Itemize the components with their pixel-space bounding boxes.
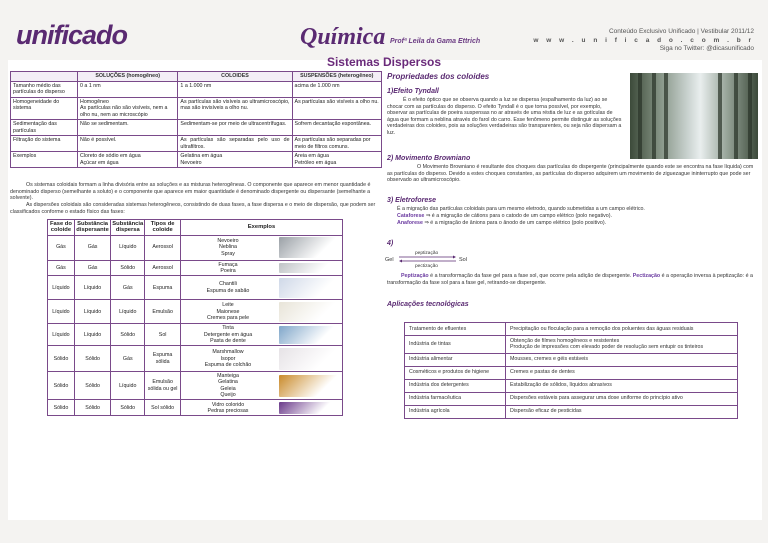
dispersion-cell: Líquido bbox=[74, 324, 110, 346]
comparison-cell: Não se sedimentam. bbox=[78, 120, 178, 136]
dispersion-row bbox=[48, 300, 343, 324]
comparison-cell: As partículas são visíveis ao ultramicroscópio, mas são invisíveis a olho nu. bbox=[178, 97, 292, 120]
application-cell: Cosméticos e produtos de higiene bbox=[405, 366, 506, 379]
example-photo bbox=[279, 348, 341, 370]
example-text: Chantili Espuma de sabão bbox=[206, 281, 250, 294]
subject-title: Química bbox=[300, 24, 386, 50]
peptization-paragraph bbox=[387, 273, 759, 286]
dispersion-cell: Sólido bbox=[48, 346, 75, 372]
dispersion-cell: Sólido bbox=[74, 400, 110, 416]
dispersion-cell: Sólido bbox=[111, 260, 145, 276]
comparison-row bbox=[11, 136, 382, 152]
dispersion-cell: Emulsão sólida ou gel bbox=[145, 372, 181, 400]
dispersion-header: Tipos de coloide bbox=[145, 220, 181, 236]
dispersion-header: Substância dispersante bbox=[76, 221, 109, 234]
intro-paragraph: Os sistemas coloidais formam a linha divisória entre as soluções e as misturas heterogêneas. O componente que aparece em menor quantidade é denominado disperso (semelhante a soluto) e o componente que aparece em maior quantidade é denominado dispergente ou dispersante (semelhante a solvente). bbox=[10, 182, 371, 201]
peptization-label: peptização bbox=[415, 251, 439, 256]
forest-light-photo bbox=[630, 73, 758, 159]
comparison-header bbox=[11, 72, 78, 82]
application-cell: Cremes e pastas de dentes bbox=[506, 366, 738, 379]
dispersion-cell: Líquido bbox=[111, 372, 145, 400]
example-text: Leite Maionese Cremes para pele bbox=[206, 302, 250, 321]
example-text: Nevoeiro Neblina Spray bbox=[217, 238, 239, 257]
brownian-text: O Movimento Browniano é resultante dos choques das partículas do dispergente (principalmente quando este se encontra na fase líquida) com as partículas do disperso. Devido a estes choques constantes, as partículas do disperso adquirem um movimento de ziguezague ininterrupto que pode ser observado ao ultramicroscópio. bbox=[387, 164, 754, 183]
dispersion-cell: Gás bbox=[111, 276, 145, 300]
example-photo bbox=[279, 326, 341, 344]
dispersion-cell: Gás bbox=[48, 260, 75, 276]
pectization-term: Pectização bbox=[632, 273, 661, 279]
dispersion-header: Fase do coloide bbox=[48, 220, 75, 236]
application-cell: Obtenção de filmes homogêneos e resistentes Produção de impressões com elevado poder de resolução sem entupir os tinteiros bbox=[506, 336, 738, 354]
application-cell: Dispersões estáveis para assegurar uma dose uniforme do princípio ativo bbox=[506, 392, 738, 405]
dispersions-table bbox=[47, 219, 343, 416]
example-photo bbox=[279, 302, 341, 322]
dispersion-row bbox=[48, 400, 343, 416]
comparison-cell: 0 a 1 nm bbox=[78, 81, 178, 97]
comparison-cell: Exemplos bbox=[11, 152, 78, 168]
dispersion-cell: Sólido bbox=[111, 324, 145, 346]
dispersion-row bbox=[48, 276, 343, 300]
dispersion-cell: Aerossol bbox=[145, 235, 181, 260]
dispersion-cell: Emulsão bbox=[145, 300, 181, 324]
comparison-row bbox=[11, 97, 382, 120]
section-4-heading: 4) bbox=[387, 240, 394, 247]
properties-heading: Propriedades dos coloides bbox=[387, 72, 490, 81]
comparison-cell: Areia em água Petróleo em água bbox=[292, 152, 381, 168]
dispersion-cell: Sólido bbox=[111, 400, 145, 416]
dispersion-row bbox=[48, 372, 343, 400]
comparison-cell: 1 a 1.000 nm bbox=[178, 81, 292, 97]
dispersion-row bbox=[48, 260, 343, 276]
exclusive-note: Conteúdo Exclusivo Unificado | Vestibular 2011/12 bbox=[608, 28, 754, 35]
example-cell bbox=[181, 346, 343, 372]
example-photo bbox=[279, 402, 341, 414]
application-cell: Dispersão eficaz de pesticidas bbox=[506, 405, 738, 418]
dispersion-cell: Líquido bbox=[111, 300, 145, 324]
example-text: Marshmallow Isopor Espuma de colchão bbox=[204, 349, 252, 368]
comparison-cell: Homogêneo As partículas não são visíveis, nem a olho nu, nem ao microscópio bbox=[78, 97, 178, 120]
dispersion-row bbox=[48, 235, 343, 260]
comparison-row bbox=[11, 120, 382, 136]
application-cell: Mousses, cremes e géis estáveis bbox=[506, 353, 738, 366]
example-cell bbox=[181, 372, 343, 400]
twitter-handle: Siga no Twitter: @dicasunificado bbox=[659, 45, 754, 52]
comparison-row bbox=[11, 152, 382, 168]
comparison-cell: Homogeneidade do sistema bbox=[11, 97, 78, 120]
teacher-name: Profª Leila da Gama Ettrich bbox=[390, 38, 481, 45]
example-cell bbox=[181, 400, 343, 416]
gel-label: Gel bbox=[385, 257, 394, 263]
example-text: Fumaça Poeira bbox=[218, 261, 238, 274]
comparison-row bbox=[11, 81, 382, 97]
dispersion-cell: Espuma sólida bbox=[145, 346, 181, 372]
applications-heading: Aplicações tecnológicas bbox=[387, 301, 469, 308]
application-cell: Tratamento de efluentes bbox=[405, 323, 506, 336]
dispersion-row bbox=[48, 324, 343, 346]
header-info bbox=[533, 28, 754, 54]
gel-sol-diagram bbox=[385, 248, 475, 270]
example-text: Vidro colorido Pedras preciosas bbox=[207, 401, 249, 414]
example-text: Tinta Detergente em água Pasta de dente bbox=[203, 325, 253, 344]
application-cell: Indústria alimentar bbox=[405, 353, 506, 366]
dispersion-cell: Aerossol bbox=[145, 260, 181, 276]
dispersion-cell: Sólido bbox=[74, 346, 110, 372]
dispersion-cell: Sólido bbox=[48, 372, 75, 400]
dispersion-cell: Sol bbox=[145, 324, 181, 346]
cataforese-line bbox=[397, 213, 757, 220]
comparison-cell: acima de 1.000 nm bbox=[292, 81, 381, 97]
example-photo bbox=[279, 278, 341, 298]
tyndall-text: É o efeito óptico que se observa quando a luz se dispersa (espalhamento da luz) ao se chocar com as partículas do disperso. O efeito Tyndall é o que torna possível, por exemplo, observar as partículas de poeira suspensas no ar através de uma réstia de luz e as gotículas de água que formam a neblina através do farol do carro. Esse fenômeno permite distinguir as soluções verdadeiras dos coloides, pois as soluções verdadeiras são transparentes, ou seja não dispersam a luz. bbox=[387, 97, 622, 136]
cataforese-term: Cataforese bbox=[397, 213, 425, 219]
dispersion-cell: Gás bbox=[74, 260, 110, 276]
application-row bbox=[405, 392, 738, 405]
dispersion-cell: Líquido bbox=[48, 300, 75, 324]
example-cell bbox=[181, 276, 343, 300]
pectization-label: pectização bbox=[415, 264, 438, 269]
cataforese-text: ⇒ é a migração de cátions para o catodo de um campo elétrico (polo negativo). bbox=[425, 213, 612, 219]
application-cell: Indústria de tintas bbox=[405, 336, 506, 354]
dispersion-cell: Líquido bbox=[74, 276, 110, 300]
anaforese-text: ⇒ é a migração de ânions para o ânodo de um campo elétrico (polo positivo). bbox=[424, 220, 607, 226]
comparison-cell: As partículas são separadas por meio de filtros comuns. bbox=[292, 136, 381, 152]
comparison-header: COLOIDES bbox=[178, 72, 292, 82]
dispersion-row bbox=[48, 346, 343, 372]
peptization-term: Peptização bbox=[401, 273, 429, 279]
comparison-cell: Filtração do sistema bbox=[11, 136, 78, 152]
example-text: Manteiga Gelatina Geleia Queijo bbox=[217, 373, 239, 399]
comparison-cell: Gelatina em água Nevoeiro bbox=[178, 152, 292, 168]
sol-label: Sol bbox=[459, 257, 467, 263]
example-cell bbox=[181, 235, 343, 260]
application-cell: Indústria dos detergentes bbox=[405, 379, 506, 392]
dispersion-header: Exemplos bbox=[181, 220, 343, 236]
example-cell bbox=[181, 260, 343, 276]
tyndall-heading: 1)Efeito Tyndall bbox=[387, 88, 439, 95]
electrophoresis-heading: 3) Eletroforese bbox=[387, 197, 437, 204]
anaforese-term: Anaforese bbox=[397, 220, 423, 226]
anaforese-line bbox=[397, 220, 757, 227]
dispersion-cell: Gás bbox=[48, 235, 75, 260]
dispersion-cell: Sol sólido bbox=[145, 400, 181, 416]
application-row bbox=[405, 379, 738, 392]
brownian-heading: 2) Movimento Browniano bbox=[387, 155, 471, 162]
application-row bbox=[405, 366, 738, 379]
comparison-cell: Sofrem decantação espontânea. bbox=[292, 120, 381, 136]
application-row bbox=[405, 336, 738, 354]
application-row bbox=[405, 353, 738, 366]
dispersion-cell: Gás bbox=[74, 235, 110, 260]
comparison-cell: Não é possível. bbox=[78, 136, 178, 152]
applications-table bbox=[404, 322, 738, 419]
application-cell: Estabilização de sólidos, líquidos abrasivos bbox=[506, 379, 738, 392]
dispersion-cell: Espuma bbox=[145, 276, 181, 300]
example-cell bbox=[181, 324, 343, 346]
comparison-cell: Sedimentam-se por meio de ultracentrífugas. bbox=[178, 120, 292, 136]
comparison-header: SUSPENSÕES (heterogêneo) bbox=[292, 72, 381, 82]
application-cell: Precipitação ou floculação para a remoção dos poluentes das águas residuais bbox=[506, 323, 738, 336]
dispersion-cell: Líquido bbox=[111, 235, 145, 260]
application-row bbox=[405, 405, 738, 418]
example-photo bbox=[279, 237, 341, 258]
comparison-header: SOLUÇÕES (homogêneo) bbox=[78, 72, 178, 82]
comparison-table bbox=[10, 71, 382, 168]
comparison-cell: Cloreto de sódio em água Açúcar em água bbox=[78, 152, 178, 168]
page-title: Sistemas Dispersos bbox=[326, 55, 442, 69]
unificado-logo: unificado bbox=[16, 20, 127, 50]
dispersion-cell: Líquido bbox=[74, 300, 110, 324]
comparison-cell: As partículas são visíveis a olho nu. bbox=[292, 97, 381, 120]
example-cell bbox=[181, 300, 343, 324]
example-photo bbox=[279, 263, 341, 273]
application-cell: Indústria farmacêutica bbox=[405, 392, 506, 405]
pectization-text: é a operação inversa à peptização: é a transformação da fase sol para a fase gel, retirando-se dispergente. bbox=[387, 273, 753, 286]
site-url: w w w . u n i f i c a d o . c o m . b r bbox=[533, 36, 754, 44]
example-photo bbox=[279, 375, 341, 397]
comparison-cell: Sedimentação das partículas bbox=[11, 120, 78, 136]
comparison-cell: As partículas são separadas pelo uso de ultrafiltros. bbox=[178, 136, 292, 152]
dispersion-cell: Sólido bbox=[74, 372, 110, 400]
peptization-text: é a transformação da fase gel para a fase sol, que ocorre pela adição de dispergente. bbox=[430, 273, 632, 279]
comparison-cell: Tamanho médio das partículas do disperso bbox=[11, 81, 78, 97]
dispersion-cell: Gás bbox=[111, 346, 145, 372]
dispersion-header: Substância dispersa bbox=[112, 221, 144, 234]
dispersion-cell: Líquido bbox=[48, 276, 75, 300]
application-row bbox=[405, 323, 738, 336]
dispersion-cell: Sólido bbox=[48, 400, 75, 416]
application-cell: Indústria agrícola bbox=[405, 405, 506, 418]
intro-paragraph-2: As dispersões coloidais são consideradas sistemas heterogêneos, consistindo de duas fases, a fase dispersa e o meio de dispersão, que podem ser classificados conforme o estado físico das fases: bbox=[10, 202, 376, 215]
dispersion-cell: Líquido bbox=[48, 324, 75, 346]
electrophoresis-text: É a migração das partículas coloidais para um mesmo eletrodo, quando submetidas a um campo elétrico. bbox=[397, 206, 645, 212]
